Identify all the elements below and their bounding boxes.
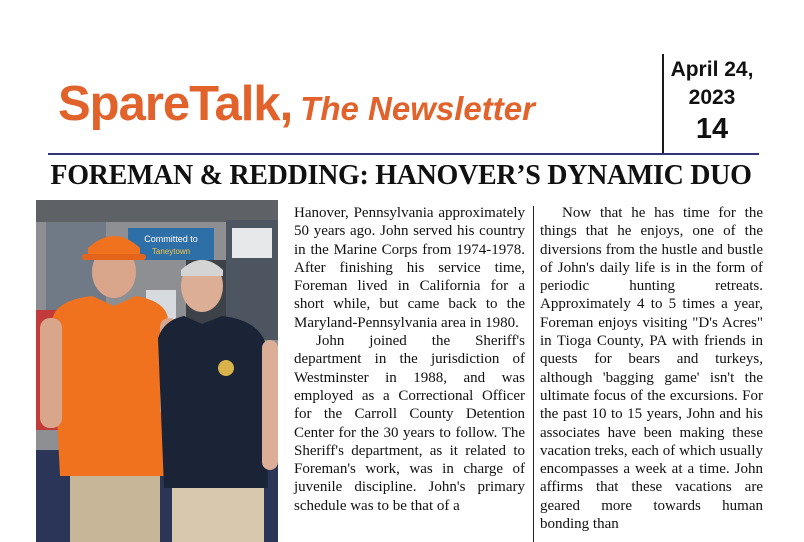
article-headline: FOREMAN & REDDING: HANOVER’S DYNAMIC DUO <box>50 160 752 191</box>
article-paragraph: Hanover, Pennsylvania approximately 50 years ago. John served his country in the Marine Corps from 1974-1978. After finishing his service time, Foreman lived in California for a short while, but came back to the Maryland-Pennsylvania area in 1980. <box>294 205 525 331</box>
newsletter-brand: SpareTalk, <box>58 77 293 131</box>
column-divider <box>533 206 534 542</box>
masthead-title <box>58 76 535 132</box>
article-photo <box>36 200 278 542</box>
article-paragraph: Now that he has time for the things that he enjoys, one of the diversions from the hustle and bustle of John's daily life is in the form of periodic hunting retreats. Approximately 4 to 5 times a year, Foreman enjoys visiting "D's Acres" in Tioga County, PA with friends in quests for bears and turkeys, although 'bagging game' isn't the ultimate focus of the excursions. For the past 10 to 15 years, John and his associates have been making these vacation treks, each of which usually encompasses a week at a time. John affirms that these vacations are geared more towards human bonding than <box>540 205 763 533</box>
issue-number: 14 <box>695 113 729 145</box>
issue-date: April 24, 2023 <box>670 58 754 109</box>
article-column-2 <box>540 204 763 533</box>
wall-sign-line2: Taneytown <box>151 247 191 256</box>
issue-info <box>666 56 758 146</box>
shirt-emblem <box>218 360 234 376</box>
article-column-1 <box>294 204 525 515</box>
wall-sign-line1: Committed to <box>144 234 198 244</box>
masthead-rule <box>48 153 759 155</box>
newsletter-subtitle: The Newsletter <box>300 90 535 127</box>
article-paragraph: John joined the Sheriff's department in the jurisdiction of Westminster in 1988, and was employed as a Correctional Officer for the Carroll County Detention Center for the 30 years to follow. The Sheriff's department, as it related to Foreman's work, was in charge of juvenile discipline. John's primary schedule was to be that of a <box>294 333 525 514</box>
date-divider <box>662 54 664 154</box>
